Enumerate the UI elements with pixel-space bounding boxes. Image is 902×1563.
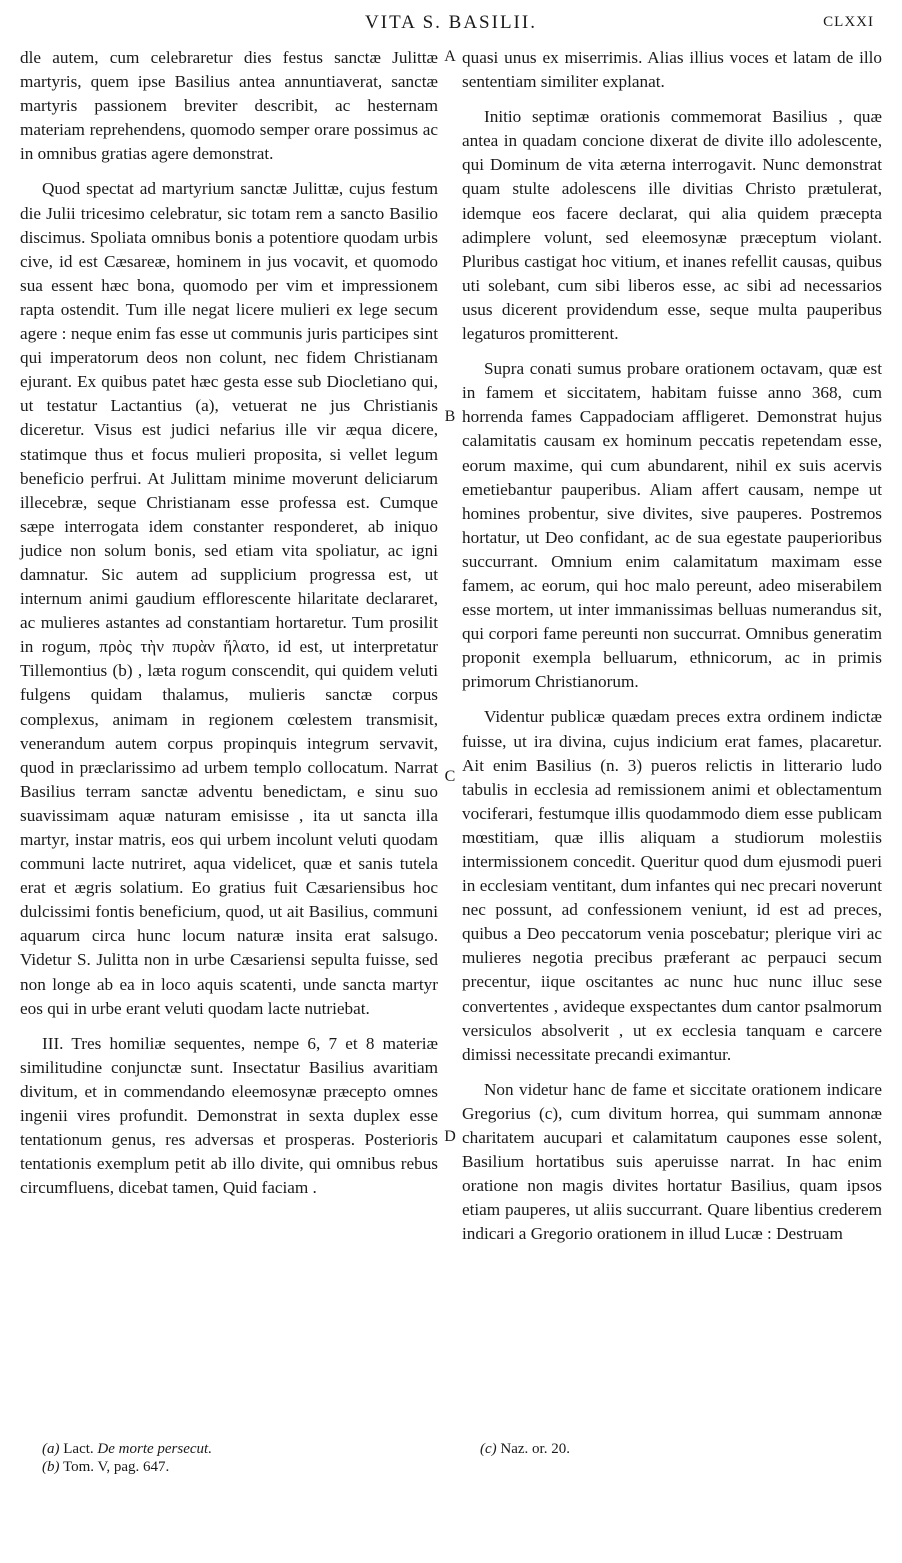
footnote-text: Tom. V, pag. 647. [62,1459,170,1475]
margin-letter-c: C [444,768,456,785]
footnote-text: Naz. or. 20. [500,1441,570,1457]
margin-letter-a: A [444,48,456,65]
footnotes-right [480,1440,860,1458]
paragraph-octava-oratio: Supra conati sumus probare orationem octavam, quæ est in famem et siccitatem, habitam fuisse anno 368, cum horrenda fames Cappadociam affligeret. Demonstrat hujus calamitatis causam ex hominum peccatis repetendam esse, eorum maxime, qui cum abundarent, nihil ex suis acervis emetiebantur pauperibus. Aliam affert causam, nempe ut homines probentur, sive divites, sive pauperes. Postremos hortatur, ut Deo confidant, ac de sua egestate pauperioribus succurrant. Omnium enim calamitatum maximam esse famem, ac eorum, qui hoc malo pereunt, adeo miserabilem esse mortem, ut inter immanissimas belluas numerandus sit, qui corpori fame pereunti non succurrat. Omnibus generatim proponit exempla belluarum, ethnicorum, ac in primis primorum Christianorum. [462,359,882,692]
paragraph-publicae-preces: Videntur publicæ quædam preces extra ordinem indictæ fuisse, ut ira divina, cujus indicium erat fames, placaretur. Ait enim Basilius (n. 3) pueros relictis in litterario ludo tabulis in ecclesia ad remissionem animi et oblectamentum vociferari, festumque illis quodammodo diem esse publicam mœstitiam, quæ illis aliquam a studiorum molestiis intermissionem concedit. Queritur quod dum ejusmodi pueri in ecclesiam ventitant, dum infantes qui nec precari noverunt nec possunt, ad confessionem veniunt, id est ad preces, quibus a Deo peccatorum venia poscebatur; plerique viri ac mulieres negotia precibus præferant ac perpauci secum precentur, iique oscitantes ac nunc huc nunc illuc sese convertentes , avideque exspectantes dum cantor psalmorum versiculos absolverit , ut ex ecclesia tanquam e carcere dimissi necessitate precandi eximantur. [462,707,882,1064]
margin-letter-b: B [444,408,456,425]
margin-letter-d: D [444,1128,456,1145]
footnote-mark: (c) [480,1441,497,1457]
left-column [20,46,438,1200]
right-column [462,46,882,1247]
paragraph-continuation: dle autem, cum celebraretur dies festus sanctæ Julittæ martyris, quem ipse Basilius antea annuntiaverat, sanctæ martyris passionem breviter describit, ac hesternam materiam reprehendens, quomodo semper orare possimus ac in omnibus gratias agere demonstrat. [20,48,438,164]
page-number: CLXXI [823,14,874,30]
footnote-a [42,1440,422,1458]
footnote-mark: (b) [42,1459,60,1475]
footnote-title: De morte persecut. [97,1441,212,1457]
paragraph-julitta-martyrium: Quod spectat ad martyrium sanctæ Julittæ, cujus festum die Julii tricesimo celebratur, sic totam rem a sancto Basilio discimus. Spoliata omnibus bonis a potentiore quodam urbis cive, id est Cæsareæ, hominem in jus vocavit, et quomodo sua essent hæc bona, quomodo per vim et impressionem rapta ostendit. Tum ille negat licere mulieri ex lege secum agere : neque enim fas esse ut communis juris participes sint qui imperatorum deos non colunt, nec fidem Christianam ejurant. Ex quibus patet hæc gesta esse sub Diocletiano qui, ut testatur Lactantius (a), vetuerat ne jus Christianis diceretur. Visus est judici nefarius ille vir æqua dicere, statimque thus et focus mulieri proposita, si vellet legum beneficio perfrui. At Julittam minime moverunt deliciarum illecebræ, seque Christianam esse professa est. Cumque sæpe interrogata idem constanter responderet, ab iniquo judice non solum bonis, sed etiam vita spoliatur, ac igni damnatur. Sic autem ad supplicium progressa est, ut internum animi gaudium efflorescente hilaritate declararet, ac mulieres astantes ad constantiam hortaretur. Tum prosilit in rogum, πρὸς τὴν πυρὰν ἥλατο, id est, ut interpretatur Tillemontius (b) , læta rogum conscendit, qui quidem veluti fulgens quidam thalamus, mulieris sanctæ corpus complexus, animam in regionem cœlestem transmisit, venerandum autem corpus propinquis integrum servavit, quod in præclarissimo ad urbem templo collocatum. Narrat Basilius terram sanctæ adventu benedictam, e sinu suo suavissimam aquæ naturam emisisse , ita ut sancta illa martyr, instar matris, eos qui urbem incolunt veluti quodam communi lacte nutriret, aqua videlicet, quæ et sanis tutela erat et ægris solatium. Eo gratius fuit Cæsariensibus hoc dulcissimi fontis beneficium, quod, ut ait Basilius, communi aquarum circa hunc locum naturæ insita erat salsugo. Videtur S. Julitta non in urbe Cæsariensi sepulta fuisse, sed non longe ab ea in loco aquis scatenti, unde sancta martyr eos qui in urbe erant veluti quodam lacte nutriebat. [20,179,438,1018]
paragraph-continuation: quasi unus ex miserrimis. Alias illius voces et latam de illo sententiam similiter explanat. [462,48,882,92]
footnote-mark: (a) [42,1441,60,1457]
footnote-text: Lact. [63,1441,94,1457]
paragraph-gregorius: Non videtur hanc de fame et siccitate orationem indicare Gregorius (c), cum divitum horrea, qui summam annonæ charitatem aucupari et calamitatum caupones esse solent, Basilium hortatibus suis aperuisse narrat. In hac enim oratione non magis divites hortatur Basilius, quam ipsos etiam pauperes, ut aliis succurrant. Quare libentius crederem indicari a Gregorio orationem in illud Lucæ : Destruam [462,1079,882,1244]
footnotes-left [42,1440,422,1476]
footnote-c [480,1440,860,1458]
paragraph-homiliae-section: III. Tres homiliæ sequentes, nempe 6, 7 et 8 materiæ similitudine conjunctæ sunt. Insectatur Basilius avaritiam divitum, et in commendando eleemosynæ præcepto omnes ingenii vires profundit. Demonstrat in sexta duplex esse tentationum genus, res adversas et prosperas. Posterioris tentationis exemplum petit ab illo divite, qui omnibus rebus circumfluens, dicebat tamen, Quid faciam . [20,1033,438,1198]
running-head [0,8,902,38]
paragraph-septima-oratio: Initio septimæ orationis commemorat Basilius , quæ antea in quadam concione dixerat de divite illo adolescente, qui Dominum de vita æterna interrogavit. Nunc demonstrat quam stulte adolescens ille divitias Christo prætulerat, idemque eos facere declarat, qui alia quidem præcepta adimplere volunt, sed eleemosynæ præceptum violant. Pluribus castigat hoc vitium, et inanes refellit causas, quibus uti solebant, cum sibi liberos esse, ac sibi ad necessarios usus dicerent providendum esse, seque multa pauperibus legaturos promitterent. [462,107,882,344]
footnote-b [42,1458,422,1476]
running-title: VITA S. BASILII. [365,12,537,33]
